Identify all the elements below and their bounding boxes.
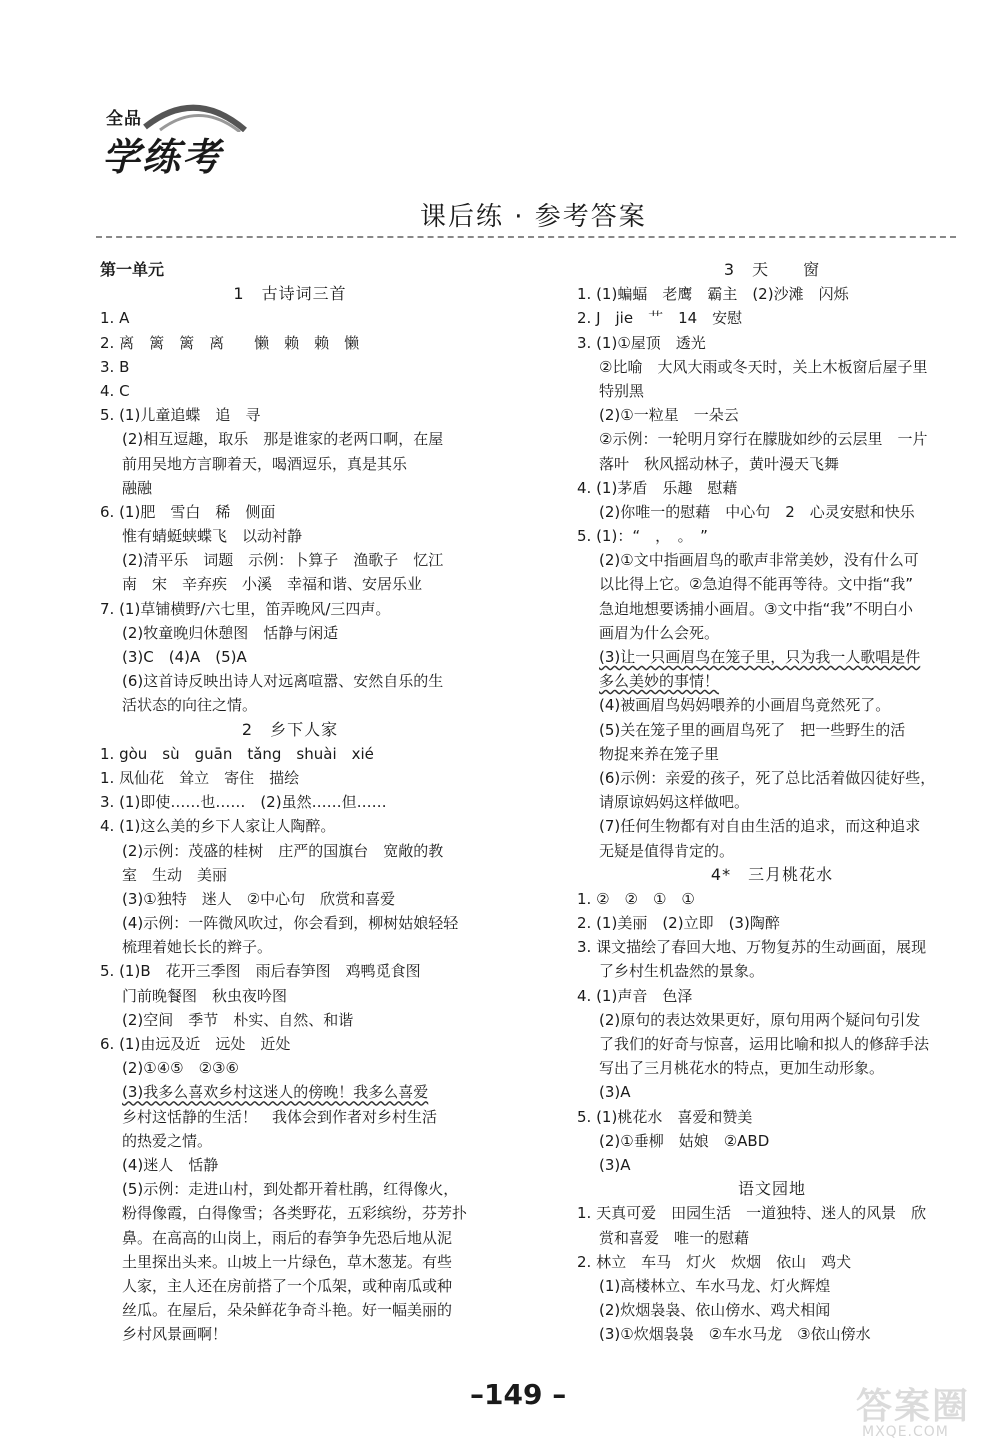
answer-line: (3)①炊烟袅袅 ②车水马龙 ③依山傍水 (599, 1325, 871, 1344)
answer-line: 1. 凤仙花 耸立 寄住 描绘 (100, 768, 300, 787)
answer-line: 粉得像霞，白得像雪；各类野花，五彩缤纷，芬芳扑 (122, 1204, 468, 1223)
answer-line: 融融 (122, 478, 153, 497)
right-column (577, 258, 967, 1346)
answer-line: 前用吴地方言聊着天，喝酒逗乐，真是其乐 (122, 454, 408, 473)
answer-line: 5. (1)桃花水 喜爱和赞美 (577, 1107, 753, 1126)
logo-small-text: 全品 (106, 109, 142, 129)
answer-line: (3)A (599, 1155, 631, 1174)
answer-line: 鼻。在高高的山岗上，雨后的春笋争先恐后地从泥 (122, 1228, 453, 1247)
answer-line: 1. gòu sù guān tǎng shuài xié (100, 744, 374, 763)
answer-line: 2. (1)美丽 (2)立即 (3)陶醉 (577, 914, 780, 933)
answer-line: (2)相互逗趣，取乐 那是谁家的老两口啊，在屋 (122, 430, 444, 449)
answer-line: 赏和喜爱 唯一的慰藉 (599, 1228, 750, 1247)
answer-line: (2)示例：茂盛的桂树 庄严的国旗台 宽敞的教 (122, 841, 444, 860)
answer-line: 4. (1)茅盾 乐趣 慰藉 (577, 478, 738, 497)
answer-line: 落叶 秋风摇动林子，黄叶漫天飞舞 (599, 454, 840, 473)
page-title: 课后练 · 参考答案 (420, 202, 647, 232)
watermark-text: 答案圈 (856, 1386, 971, 1427)
answer-line: 室 生动 美丽 (122, 865, 228, 884)
answer-line: 3. (1)即使……也…… (2)虽然……但…… (100, 793, 387, 812)
page-number: –149 – (470, 1378, 567, 1411)
answer-line: (4)迷人 恬静 (122, 1155, 219, 1174)
answer-line: 请原谅妈妈这样做吧。 (599, 793, 750, 812)
answer-line: 5. (1)B 花开三季图 雨后春笋图 鸡鸭觅食图 (100, 962, 421, 981)
section-heading: 语文园地 (737, 1179, 806, 1199)
answer-line: 活状态的向往之情。 (122, 696, 258, 715)
answer-line: (3)让一只画眉鸟在笼子里，只为我一人歌唱是件 (599, 648, 921, 666)
answer-line: (6)这首诗反映出诗人对远离喧嚣、安然自乐的生 (122, 672, 444, 691)
answer-line: (7)任何生物都有对自由生活的追求，而这种追求 (599, 817, 921, 836)
answer-line: 3. (1)①屋顶 透光 (577, 333, 706, 352)
answer-line: ②示例：一轮明月穿行在朦胧如纱的云层里 一片 (599, 430, 928, 449)
section-heading: 2 乡下人家 (241, 719, 339, 739)
answer-line: (3)C (4)A (5)A (122, 648, 247, 666)
left-column (100, 258, 480, 1346)
answer-line: 画眉为什么会死。 (599, 623, 720, 642)
answer-line: 1. A (100, 309, 130, 328)
answer-line: 5. (1)：“ ， 。 ” (577, 527, 708, 546)
answer-line: 丝瓜。在屋后，朵朵鲜花争奇斗艳。好一幅美丽的 (122, 1301, 453, 1320)
watermark (856, 1378, 986, 1448)
answer-line: (2)①一粒星 一朵云 (599, 406, 739, 425)
answer-line: (2)清平乐 词题 示例：卜算子 渔歌子 忆江 (122, 551, 444, 570)
answer-line: (6)示例：亲爱的孩子，死了总比活着做囚徒好些， (599, 768, 936, 787)
watermark-url: MXQE.COM (862, 1424, 949, 1440)
answer-line: 多么美妙的事情！ (599, 672, 720, 691)
answer-line: (4)示例：一阵微风吹过，你会看到，柳树姑娘轻轻 (122, 914, 459, 933)
answer-line: (2)你唯一的慰藉 中心句 2 心灵安慰和快乐 (599, 502, 915, 521)
answer-line: 急迫地想要诱捕小画眉。③文中指“我”不明白小 (599, 599, 913, 618)
answer-line: 1. ② ② ① ① (577, 889, 695, 908)
answer-line: (4)被画眉鸟妈妈喂养的小画眉鸟竟然死了。 (599, 696, 891, 715)
answer-line: (1)高楼林立、车水马龙、灯火辉煌 (599, 1276, 831, 1295)
answer-line: 4. C (100, 381, 130, 400)
answer-line: 乡村风景画啊！ (122, 1325, 228, 1344)
section-heading: 4* 三月桃花水 (710, 864, 834, 884)
answer-line: (2)①文中指画眉鸟的歌声非常美妙，没有什么可 (599, 551, 919, 570)
answer-line: 以比得上它。②急迫得不能再等待。文中指“我” (599, 575, 913, 594)
answer-line: 5. (1)儿童追蝶 追 寻 (100, 406, 261, 425)
answer-line: 无疑是值得肯定的。 (599, 841, 735, 860)
answer-line: (2)炊烟袅袅、依山傍水、鸡犬相闻 (599, 1301, 831, 1320)
answer-line: 2. 林立 车马 灯火 炊烟 依山 鸡犬 (577, 1252, 852, 1271)
answer-line: 土里探出头来。山坡上一片绿色，草木葱茏。有些 (122, 1252, 453, 1271)
answer-line: 了我们的好奇与惊喜，运用比喻和拟人的修辞手法 (599, 1035, 930, 1053)
answer-line: 人家，主人还在房前搭了一个瓜架，或种南瓜或种 (122, 1276, 453, 1295)
answer-line: (2)①垂柳 姑娘 ②ABD (599, 1131, 770, 1150)
section-heading: 1 古诗词三首 (233, 284, 347, 304)
answer-line: 惟有蜻蜓蛱蝶飞 以动衬静 (122, 527, 303, 546)
answer-line: 写出了三月桃花水的特点，更加生动形象。 (599, 1059, 885, 1078)
logo-big-text: 学练考 (102, 135, 223, 179)
answer-line: (3)我多么喜欢乡村这迷人的傍晚！我多么喜爱 (122, 1083, 429, 1102)
answer-line: 2. 离 篱 篱 离 懒 赖 赖 懒 (100, 333, 360, 352)
answer-line: 4. (1)这么美的乡下人家让人陶醉。 (100, 817, 336, 836)
answer-line: (3)①独特 迷人 ②中心句 欣赏和喜爱 (122, 889, 396, 908)
answer-line: (3)A (599, 1083, 631, 1102)
answer-line: 门前晚餐图 秋虫夜吟图 (122, 986, 288, 1005)
answer-line: 特别黑 (599, 381, 645, 400)
unit-heading: 第一单元 (100, 260, 165, 279)
answer-line: (2)①④⑤ ②③⑥ (122, 1059, 239, 1078)
title-divider (96, 236, 956, 238)
answer-line: 7. (1)草铺横野/六七里，笛弄晚风/三四声。 (100, 599, 391, 618)
answer-line: (5)示例：走进山村，到处都开着杜鹃，红得像火， (122, 1180, 459, 1199)
answer-line: ②比喻 大风大雨或冬天时，关上木板窗后屋子里 (599, 357, 928, 376)
answer-line: 4. (1)声音 色泽 (577, 986, 693, 1005)
answer-line: 了乡村生机盎然的景象。 (599, 962, 765, 981)
answer-line: (2)空间 季节 朴实、自然、和谐 (122, 1010, 354, 1029)
answer-line: 1. (1)蝙蝠 老鹰 霸主 (2)沙滩 闪烁 (577, 285, 849, 304)
answer-line: 梳理着她长长的辫子。 (122, 938, 273, 957)
answer-line: 乡村这恬静的生活！ 我体会到作者对乡村生活 (122, 1107, 438, 1126)
answer-line: 物捉来养在笼子里 (599, 744, 720, 763)
answer-line: 2. J jie 艹 14 安慰 (577, 309, 743, 328)
section-heading: 3 天 窗 (723, 260, 821, 279)
answer-line: 6. (1)肥 雪白 稀 侧面 (100, 502, 276, 521)
answer-line: 1. 天真可爱 田园生活 一道独特、迷人的风景 欣 (577, 1204, 927, 1223)
answer-line: 6. (1)由远及近 远处 近处 (100, 1035, 291, 1053)
answer-line: 3. 课文描绘了春回大地、万物复苏的生动画面，展现 (577, 938, 927, 957)
answer-line: (2)原句的表达效果更好，原句用两个疑问句引发 (599, 1010, 921, 1029)
answer-line: (2)牧童晚归休憩图 恬静与闲适 (122, 623, 339, 642)
answer-line: 3. B (100, 357, 130, 376)
answer-line: 的热爱之情。 (122, 1131, 213, 1150)
brand-logo (100, 92, 250, 182)
answer-line: (5)关在笼子里的画眉鸟死了 把一些野生的活 (599, 720, 906, 739)
answer-line: 南 宋 辛弃疾 小溪 幸福和谐、安居乐业 (122, 575, 423, 594)
